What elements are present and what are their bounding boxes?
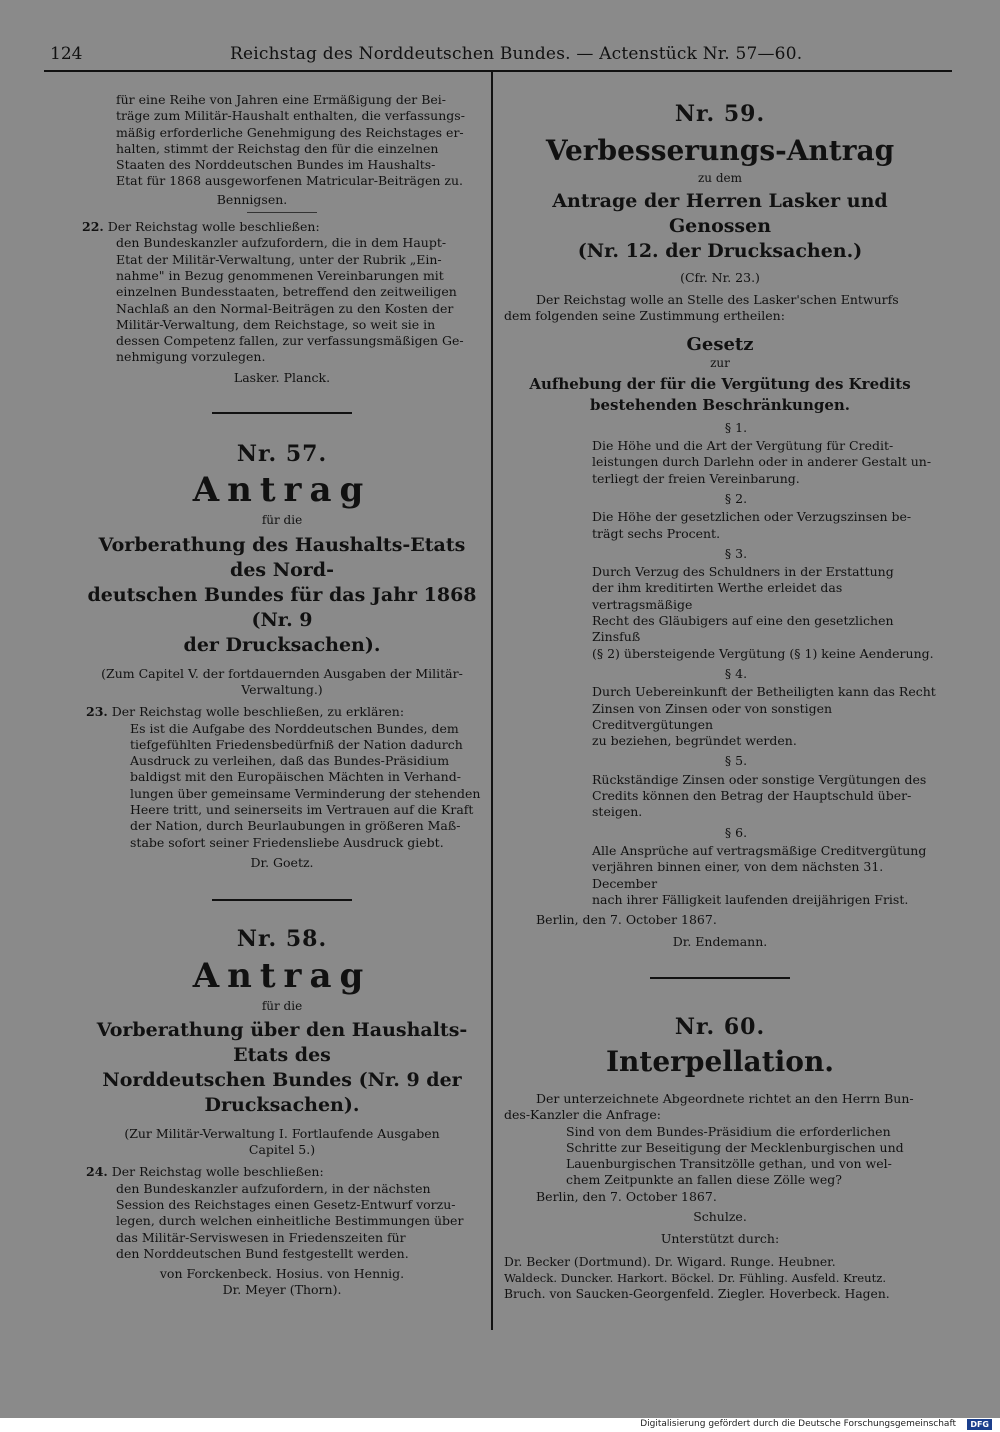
text-line: dem folgenden seine Zustimmung ertheilen: [504, 308, 785, 324]
text-line: Durch Verzug des Schuldners in der Erstattung [592, 564, 894, 580]
text-line: Etat für 1868 ausgeworfenen Matricular-Beiträgen zu. [116, 173, 464, 189]
doc-title [82, 533, 482, 658]
doc-type: Verbesserungs-Antrag [545, 134, 895, 168]
item-number: 24. [86, 1164, 108, 1180]
text-line: einzelnen Bundesstaaten, betreffend den zeitweiligen [116, 284, 457, 300]
text-line: Zinsen von Zinsen oder von sonstigen Creditvergütungen [592, 700, 833, 732]
text-line: nahme" in Bezug genommenen Vereinbarungen mit [116, 267, 444, 283]
text-line: für eine Reihe von Jahren eine Ermäßigung der Bei- [116, 92, 446, 107]
signature: Dr. Endemann. [672, 934, 768, 950]
text-line: das Militär-Serviswesen in Friedenszeiten für [116, 1229, 406, 1245]
doc-number-57: Nr. 57. [236, 441, 328, 468]
law-subject [504, 374, 936, 416]
supporters-line: Dr. Becker (Dortmund). Dr. Wigard. Runge. Heubner. [504, 1254, 836, 1269]
text-line: Die Höhe und die Art der Vergütung für Credit- [592, 438, 894, 454]
text-line: Sind von dem Bundes-Präsidium die erforderlichen [566, 1123, 891, 1139]
text-line: Militär-Verwaltung, dem Reichstage, so weit sie in [116, 316, 436, 332]
dfg-logo-icon: DFG [967, 1419, 992, 1430]
text-line: lungen über gemeinsame Verminderung der stehenden [130, 785, 481, 801]
title-line: Norddeutschen Bundes (Nr. 9 der Drucksachen). [102, 1068, 462, 1116]
doc-number-58: Nr. 58. [236, 926, 328, 953]
subject-line: Aufhebung der für die Vergütung des Kredits [529, 374, 911, 393]
text-line: dessen Competenz fallen, zur verfassungsmäßigen Ge- [116, 333, 464, 349]
title-line: der Drucksachen). [183, 633, 381, 656]
supporters-line: Bruch. von Saucken-Georgenfeld. Ziegler. Hoverbeck. Hagen. [504, 1287, 890, 1302]
item-24 [82, 1164, 482, 1180]
intro-paragraph [82, 92, 482, 190]
short-rule [247, 212, 317, 213]
item-number: 22. [82, 219, 104, 235]
text-line: Der unterzeichnete Abgeordnete richtet an den Herrn Bun- [536, 1090, 914, 1106]
text-line: tiefgefühlten Friedensbedürfniß der Nation dadurch [130, 736, 463, 752]
text-line: mäßig erforderliche Genehmigung des Reichstages er- [116, 124, 464, 140]
doc-note [82, 666, 482, 699]
left-column [82, 92, 482, 1299]
item-22 [82, 219, 482, 235]
footer-text: Digitalisierung gefördert durch die Deutsche Forschungsgemeinschaft [640, 1419, 956, 1429]
text-line: Schritte zur Beseitigung der Mecklenburgischen und [566, 1139, 904, 1155]
text-line: der ihm kreditirten Werthe erleidet das vertragsmäßige [592, 580, 843, 612]
section-divider [212, 899, 352, 901]
page-number: 124 [50, 44, 83, 64]
text-line: Etat der Militär-Verwaltung, unter der Rubrik „Ein- [116, 251, 442, 267]
text-line: Es ist die Aufgabe des Norddeutschen Bundes, dem [130, 720, 459, 736]
text-line: Durch Uebereinkunft der Betheiligten kann das Recht [592, 684, 936, 700]
text-line: Nachlaß an den Normal-Beiträgen zu den Kosten der [116, 300, 454, 316]
item-number: 23. [86, 704, 108, 720]
text-line: Lauenburgischen Transitzölle gethan, und von wel- [566, 1156, 892, 1172]
text-line: (§ 2) übersteigende Vergütung (§ 1) keine Aenderung. [592, 645, 934, 661]
section-label: § 1. [724, 419, 748, 435]
text-line: terliegt der freien Vereinbarung. [592, 470, 800, 486]
title-line: Vorberathung über den Haushalts-Etats des [96, 1018, 468, 1066]
title-line: deutschen Bundes für das Jahr 1868 (Nr. 9 [87, 583, 477, 631]
text-line: Ausdruck zu verleihen, daß das Bundes-Präsidium [130, 753, 450, 769]
subtitle-line: (Nr. 12. der Drucksachen.) [577, 239, 863, 262]
signature-line: Dr. Meyer (Thorn). [222, 1282, 342, 1298]
note-line: Capitel 5.) [248, 1142, 316, 1158]
note-line: Verwaltung.) [241, 681, 323, 697]
cfr-reference: (Cfr. Nr. 23.) [680, 269, 760, 285]
text-line: der Nation, durch Beurlaubungen in größeren Maß- [130, 818, 461, 834]
section-label: § 5. [724, 753, 748, 769]
item-lead: Der Reichstag wolle beschließen, zu erklären: [111, 704, 405, 720]
footer [0, 1418, 1000, 1432]
date-line: Berlin, den 7. October 1867. [536, 1188, 717, 1204]
text-line: Recht des Gläubigers auf eine den gesetzlichen Zinsfuß [592, 613, 894, 645]
subtitle-line: Antrage der Herren Lasker und Genossen [552, 189, 888, 237]
section-label: § 6. [724, 824, 748, 840]
text-line: des-Kanzler die Anfrage: [504, 1107, 661, 1123]
text-line: stabe sofort seiner Friedensliebe Ausdruck giebt. [130, 834, 444, 850]
doc-title [82, 1018, 482, 1118]
text-line: trägt sechs Procent. [592, 525, 721, 541]
signature-line: von Forckenbeck. Hosius. von Hennig. [159, 1266, 405, 1282]
doc-type: Interpellation. [605, 1044, 835, 1078]
note-line: (Zum Capitel V. der fortdauernden Ausgaben der Militär- [101, 665, 463, 681]
text-line: nach ihrer Fälligkeit laufenden dreijährigen Frist. [592, 891, 909, 907]
text-line: Staaten des Norddeutschen Bundes im Haushalts- [116, 157, 436, 173]
doc-note [82, 1126, 482, 1159]
title-line: Vorberathung des Haushalts-Etats des Nord- [98, 533, 466, 581]
note-line: (Zur Militär-Verwaltung I. Fortlaufende Ausgaben [124, 1125, 440, 1141]
section-divider [212, 412, 352, 414]
item-23 [82, 704, 482, 720]
signature: Schulze. [693, 1209, 747, 1225]
text-line: träge zum Militär-Haushalt enthalten, die verfassungs- [116, 108, 465, 124]
supporters [504, 1254, 936, 1303]
doc-subtitle [504, 189, 936, 264]
text-line: den Norddeutschen Bund festgestellt werden. [116, 1245, 409, 1261]
zu-dem: zu dem [697, 171, 743, 186]
text-line: Rückständige Zinsen oder sonstige Vergütungen des [592, 771, 927, 787]
date-line: Berlin, den 7. October 1867. [536, 912, 717, 928]
doc-number-60: Nr. 60. [674, 1013, 766, 1040]
section-divider [650, 977, 790, 979]
column-divider [491, 72, 493, 1330]
text-line: nehmigung vorzulegen. [116, 349, 266, 365]
text-line: halten, stimmt der Reichstag den für die einzelnen [116, 140, 439, 156]
text-line: Credits können den Betrag der Hauptschuld über- [592, 788, 912, 804]
text-line: den Bundeskanzler aufzufordern, die in dem Haupt- [116, 235, 447, 251]
text-line: leistungen durch Darlehn oder in anderer Gestalt un- [592, 454, 932, 470]
item-22-body [82, 235, 482, 365]
text-line: Heere tritt, und seinerseits im Vertrauen auf die Kraft [130, 802, 474, 818]
text-line: baldigst mit den Europäischen Mächten in Verhand- [130, 769, 461, 785]
text-line: zu beziehen, begründet werden. [592, 733, 797, 749]
running-title: Reichstag des Norddeutschen Bundes. — Actenstück Nr. 57—60. [230, 44, 803, 64]
text-line: Die Höhe der gesetzlichen oder Verzugszinsen be- [592, 509, 912, 525]
item-lead: Der Reichstag wolle beschließen: [111, 1164, 324, 1180]
signature: Bennigsen. [216, 191, 288, 207]
section-label: § 2. [724, 490, 748, 506]
law-sections [504, 420, 936, 908]
text-line: steigen. [592, 804, 643, 820]
law-title: Gesetz [686, 334, 754, 356]
fuer-die: für die [261, 513, 303, 528]
question [504, 1124, 936, 1189]
item-lead: Der Reichstag wolle beschließen: [107, 219, 320, 235]
signature: Dr. Goetz. [250, 854, 314, 870]
text-line: den Bundeskanzler aufzufordern, in der nächsten [116, 1180, 431, 1196]
intro-paragraph [504, 1091, 936, 1124]
subject-line: bestehenden Beschränkungen. [589, 395, 851, 414]
signatures [82, 1266, 482, 1299]
fuer-die: für die [261, 998, 303, 1013]
section-label: § 4. [724, 665, 748, 681]
doc-type: Antrag [192, 470, 372, 511]
intro-paragraph [504, 292, 936, 325]
item-23-body [82, 721, 482, 851]
item-24-body [82, 1181, 482, 1262]
zur: zur [710, 356, 730, 371]
header-rule [44, 70, 952, 72]
right-column [504, 101, 936, 1303]
section-label: § 3. [724, 545, 748, 561]
text-line: chem Zeitpunkte an fallen diese Zölle weg? [566, 1172, 842, 1188]
text-line: Der Reichstag wolle an Stelle des Lasker'schen Entwurfs [536, 291, 899, 307]
supporters-line: Waldeck. Duncker. Harkort. Böckel. Dr. Fühling. Ausfeld. Kreutz. [504, 1270, 887, 1285]
text-line: verjähren binnen einer, von dem nächsten 31. December [592, 859, 884, 891]
text-line: Alle Ansprüche auf vertragsmäßige Creditvergütung [592, 842, 927, 858]
text-line: Session des Reichstages einen Gesetz-Entwurf vorzu- [116, 1196, 456, 1212]
doc-type: Antrag [192, 955, 372, 996]
doc-number-59: Nr. 59. [674, 101, 766, 127]
signature: Lasker. Planck. [233, 369, 331, 385]
text-line: legen, durch welchen einheitliche Bestimmungen über [116, 1213, 464, 1229]
supported-by: Unterstützt durch: [660, 1231, 780, 1247]
